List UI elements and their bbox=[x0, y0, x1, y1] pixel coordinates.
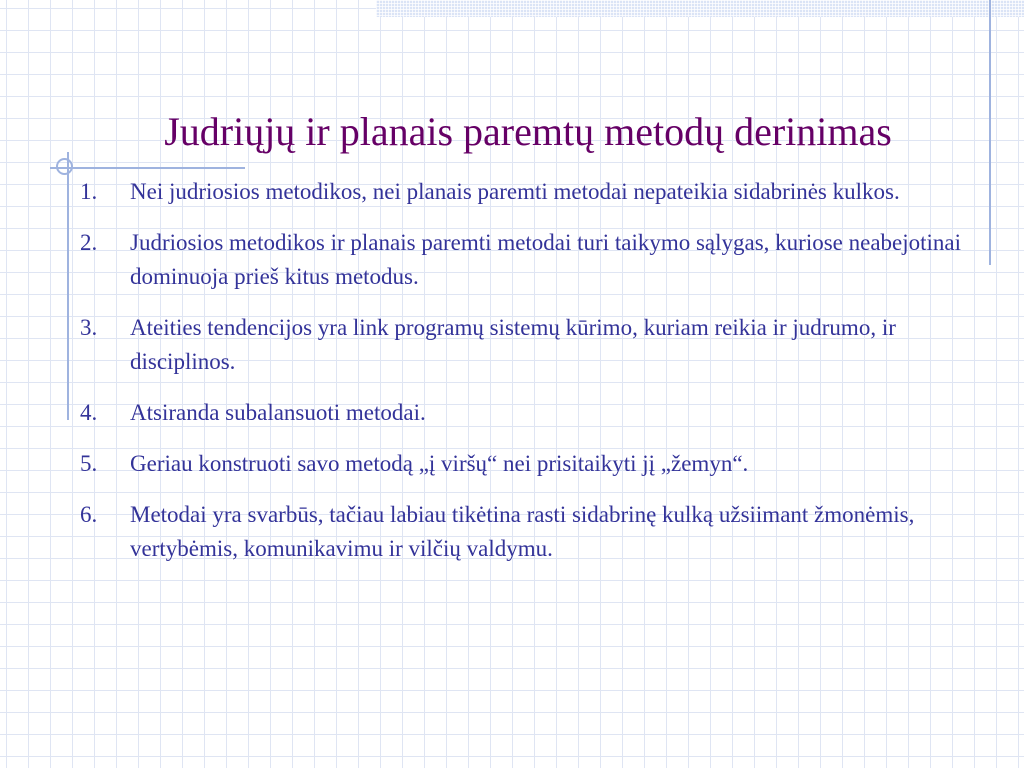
list-item-number: 2. bbox=[80, 230, 98, 255]
list-item bbox=[0, 498, 1024, 566]
list-item-text: Judriosios metodikos ir planais paremti metodai turi taikymo sąlygas, kuriose neabejotinai dominuoja prieš kitus metodus. bbox=[130, 230, 962, 289]
list-item bbox=[0, 447, 1024, 481]
title-underline-decoration bbox=[50, 167, 245, 169]
numbered-list bbox=[0, 175, 1024, 583]
circle-decoration-icon bbox=[56, 158, 73, 175]
list-item bbox=[0, 311, 1024, 379]
list-item-number: 4. bbox=[80, 400, 98, 425]
list-item-text: Metodai yra svarbūs, tačiau labiau tikėtina rasti sidabrinę kulką užsiimant žmonėmis, vertybėmis, komunikavimu ir vilčių valdymu. bbox=[130, 502, 915, 561]
list-item-number: 5. bbox=[80, 451, 98, 476]
slide-title: Judriųjų ir planais paremtų metodų derinimas bbox=[164, 109, 892, 154]
top-decorative-band bbox=[376, 0, 1024, 17]
list-item-text: Nei judriosios metodikos, nei planais paremti metodai nepateikia sidabrinės kulkos. bbox=[130, 179, 900, 204]
list-item bbox=[0, 175, 1024, 209]
list-item-text: Geriau konstruoti savo metodą „į viršų“ nei prisitaikyti jį „žemyn“. bbox=[130, 451, 749, 476]
list-item-text: Atsiranda subalansuoti metodai. bbox=[130, 400, 426, 425]
list-item-number: 6. bbox=[80, 502, 98, 527]
list-item bbox=[0, 226, 1024, 294]
list-item-number: 1. bbox=[80, 179, 98, 204]
list-item-number: 3. bbox=[80, 315, 98, 340]
list-item-text: Ateities tendencijos yra link programų sistemų kūrimo, kuriam reikia ir judrumo, ir disciplinos. bbox=[130, 315, 896, 374]
list-item bbox=[0, 396, 1024, 430]
